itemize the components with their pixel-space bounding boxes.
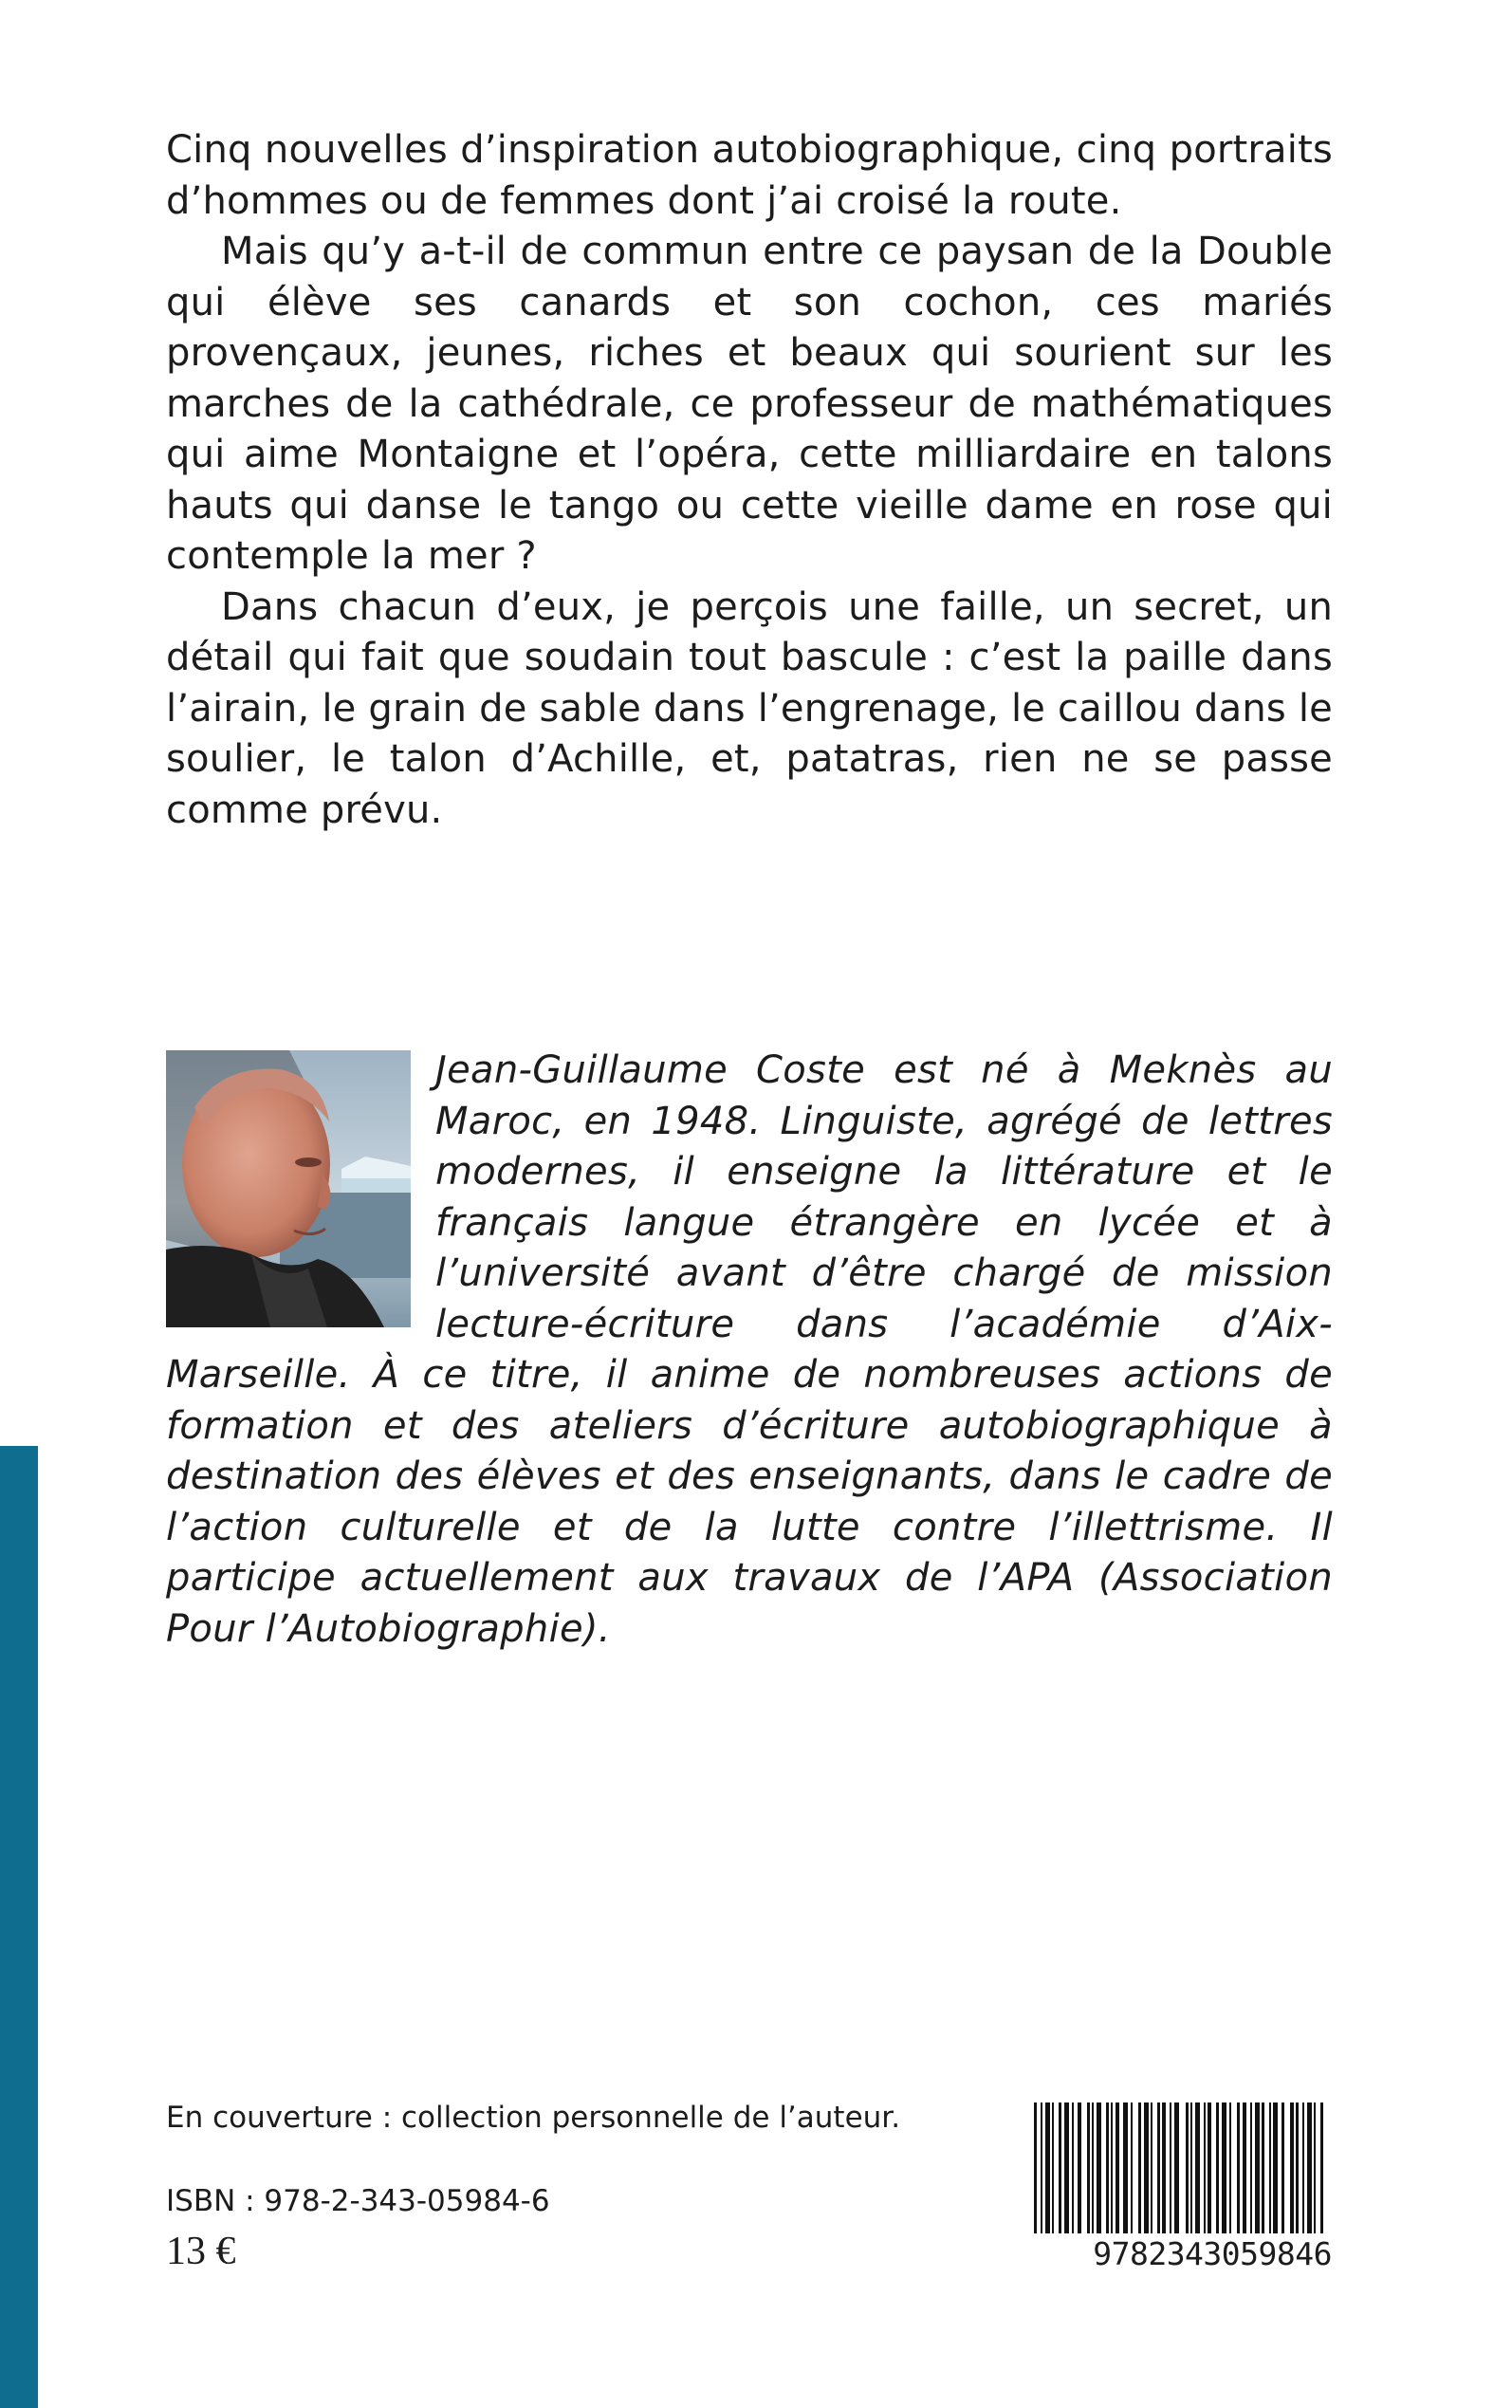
author-photo — [166, 1050, 411, 1327]
blurb-paragraph-1: Cinq nouvelles d’inspiration autobiographique, cinq portraits d’hommes ou de femmes dont j’ai croisé la route. — [166, 128, 1333, 223]
author-bio-text: est né à Meknès au Maroc, en 1948. Linguiste, agrégé de lettres modernes, il enseigne la littérature et le français langue étrangère en lycée et à l’université avant d’être chargé de mission lecture-écriture dans l’académie d’Aix-Marseille. À ce titre, il anime de nombreuses actions de formation et des ateliers d’écriture autobiographique à destination des élèves et des enseignants, dans le cadre de l’action culturelle et de la lutte contre l’illettrisme. Il participe actuellement aux travaux de l’APA (Association Pour l’Autobiographie). — [166, 1048, 1333, 1651]
spine-color-bar — [0, 1446, 38, 2408]
back-cover-blurb — [166, 125, 1333, 836]
blurb-paragraph-3: Dans chacun d’eux, je perçois une faille, un secret, un détail qui fait que soudain tout bascule : c’est la paille dans l’airain, le grain de sable dans l’engrenage, le caillou dans le soulier, le talon d’Achille, et, patatras, rien ne se passe comme prévu. — [166, 584, 1333, 832]
cover-credit: En couverture : collection personnelle de l’auteur. — [166, 2101, 901, 2135]
price: 13 € — [166, 2230, 236, 2273]
author-name: Jean-Guillaume Coste — [435, 1048, 866, 1092]
blurb-paragraph-2: Mais qu’y a-t-il de commun entre ce paysan de la Double qui élève ses canards et son cochon, ces mariés provençaux, jeunes, riches et beaux qui sourient sur les marches de la cathédrale, ce professeur de mathématiques qui aime Montaigne et l’opéra, cette milliardaire en talons hauts qui danse le tango ou cette vieille dame en rose qui contemple la mer ? — [166, 230, 1333, 578]
isbn: ISBN : 978-2-343-05984-6 — [166, 2184, 550, 2218]
author-biography — [166, 1046, 1333, 1655]
barcode-digits: 9782343059846 — [1030, 2233, 1332, 2275]
